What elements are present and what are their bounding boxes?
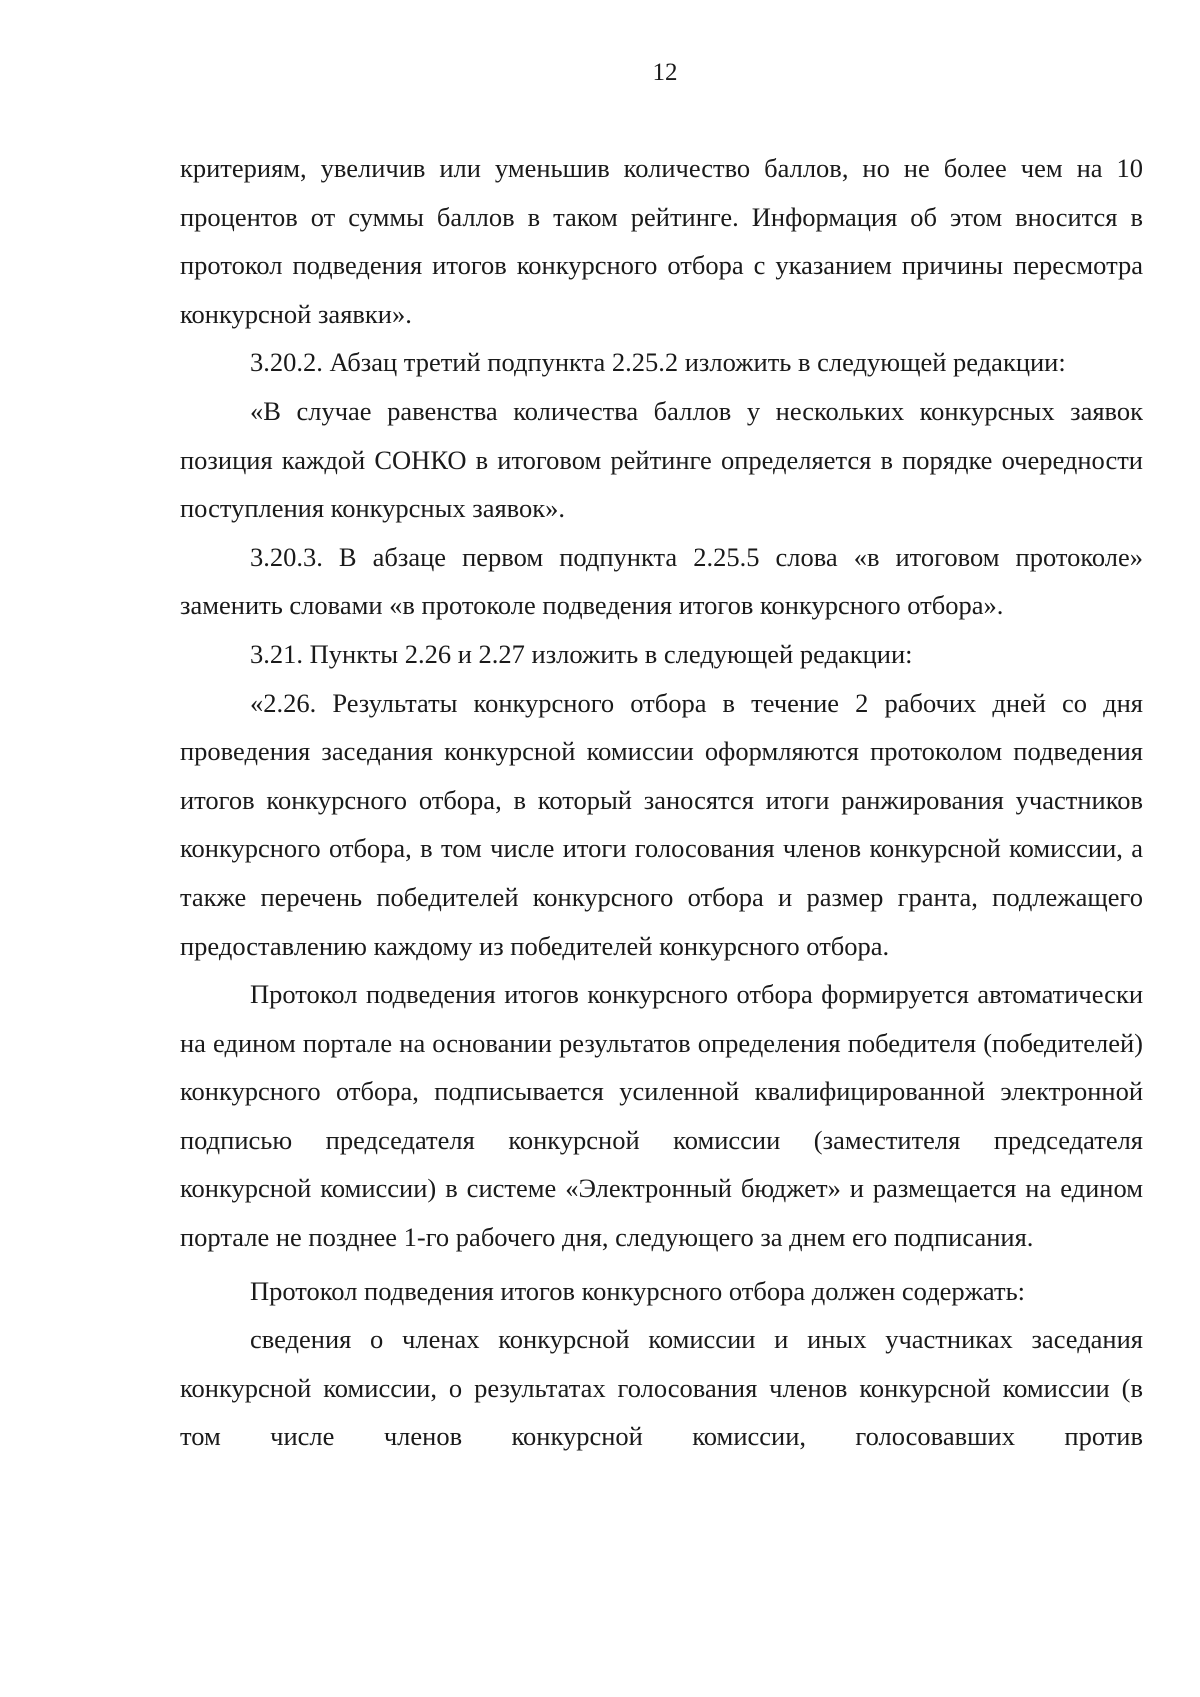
- paragraph-protocol-formation: Протокол подведения итогов конкурсного отбора формируется автоматически на едином портале на основании результатов определения победителя (победителей) конкурсного отбора, подписывается усиленной квалифицированной электронной подписью председателя конкурсной комиссии (заместителя председателя конкурсной комиссии) в системе «Электронный бюджет» и размещается на едином портале не позднее 1-го рабочего дня, следующего за днем его подписания.: [180, 979, 1143, 1253]
- paragraph-quote-sonko: «В случае равенства количества баллов у нескольких конкурсных заявок позиция каждой СОНКО в итоговом рейтинге определяется в порядке очередности поступления конкурсных заявок».: [180, 395, 1143, 524]
- paragraph-protocol-contents: Протокол подведения итогов конкурсного отбора должен содержать:: [250, 1275, 1026, 1306]
- paragraph-2-26: «2.26. Результаты конкурсного отбора в течение 2 рабочих дней со дня проведения заседания конкурсной комиссии оформляются протоколом подведения итогов конкурсного отбора, в который заносятся итоги ранжирования участников конкурсного отбора, в том числе итоги голосования членов конкурсной комиссии, а также перечень победителей конкурсного отбора и размер гранта, подлежащего предоставлению каждому из победителей конкурсного отбора.: [180, 687, 1143, 961]
- page-number: 12: [652, 59, 678, 86]
- paragraph-continuation: критериям, увеличив или уменьшив количество баллов, но не более чем на 10 процентов от суммы баллов в таком рейтинге. Информация об этом вносится в протокол подведения итогов конкурсного отбора с указанием причины пересмотра конкурсной заявки».: [180, 153, 1143, 329]
- paragraph-3-20-3: 3.20.3. В абзаце первом подпункта 2.25.5 слова «в итоговом протоколе» заменить словами «в протоколе подведения итогов конкурсного отбора».: [180, 541, 1143, 621]
- paragraph-3-21: 3.21. Пункты 2.26 и 2.27 изложить в следующей редакции:: [250, 638, 913, 669]
- paragraph-3-20-2: 3.20.2. Абзац третий подпункта 2.25.2 изложить в следующей редакции:: [250, 347, 1066, 378]
- paragraph-commission-info: сведения о членах конкурсной комиссии и иных участниках заседания конкурсной комиссии, о результатах голосования членов конкурсной комиссии (в том числе членов конкурсной комиссии, голосовавших против: [180, 1324, 1143, 1452]
- document-body: [180, 144, 1143, 1461]
